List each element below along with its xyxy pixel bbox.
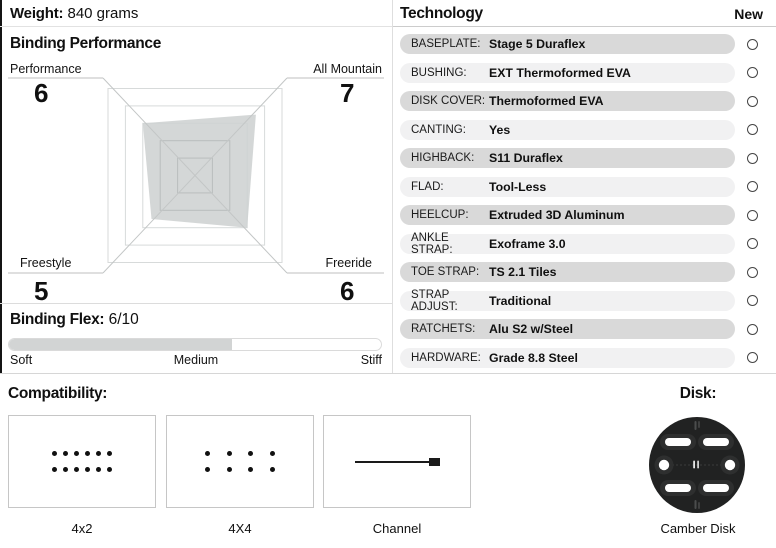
binding-flex-title [10,311,139,329]
technology-panel [393,0,776,373]
tech-spec-pill [400,262,735,282]
axis-value-all-mountain: 7 [340,78,354,108]
section-divider [0,303,392,304]
tech-spec-pill [400,34,735,54]
tech-spec-label: HEELCUP: [411,209,469,221]
bottom-section [0,373,776,548]
compat-label-4x4: 4X4 [228,521,252,536]
tech-spec-value: Thermoformed EVA [489,94,604,108]
insert-hole-dot [270,451,275,456]
insert-hole-dot [107,451,112,456]
channel-line [355,461,429,463]
insert-hole-dot [227,467,232,472]
new-radio[interactable] [747,210,758,221]
insert-hole-dot [63,451,68,456]
insert-hole-dot [63,467,68,472]
insert-hole-dot [227,451,232,456]
insert-hole-dot [205,451,210,456]
insert-hole-dot [85,467,90,472]
insert-hole-dot [205,467,210,472]
disk-label: Camber Disk [660,521,736,536]
flex-progress-track [8,338,382,351]
flex-scale-soft: Soft [10,353,33,367]
tech-spec-pill [400,91,735,111]
insert-hole-dot [52,451,57,456]
axis-value-freestyle: 5 [34,276,48,306]
tech-spec-pill [400,319,735,339]
new-radio[interactable] [747,39,758,50]
channel-nub [429,458,440,466]
tech-row [393,319,776,339]
tech-spec-pill [400,231,735,256]
channel-graphic [355,458,440,466]
insert-hole-dot [52,467,57,472]
technology-title: Technology [400,5,483,22]
compat-pattern-4x2 [8,415,156,508]
new-radio[interactable] [747,324,758,335]
insert-hole-dot [74,467,79,472]
insert-hole-dot [96,467,101,472]
tech-row [393,205,776,225]
tech-spec-value: Exoframe 3.0 [489,236,566,251]
new-radio[interactable] [747,153,758,164]
tech-spec-value: Grade 8.8 Steel [489,350,578,365]
tech-row [393,63,776,83]
new-radio[interactable] [747,238,758,249]
tech-spec-value: Extruded 3D Aluminum [489,208,625,222]
flex-scale-stiff: Stiff [360,353,382,367]
new-radio[interactable] [747,124,758,135]
tech-spec-pill [400,148,735,168]
tech-spec-label: FLAD: [411,180,444,193]
compatibility-title: Compatibility: [8,385,108,402]
tech-spec-value: Yes [489,122,511,137]
tech-row [393,288,776,313]
tech-spec-label: RATCHETS: [411,323,476,335]
tech-row [393,148,776,168]
compat-pattern-channel [323,415,471,508]
insert-hole-pattern [52,451,112,472]
tech-row [393,262,776,282]
tech-spec-pill [400,177,735,197]
new-radio[interactable] [747,67,758,78]
insert-hole-pattern [205,451,275,472]
tech-spec-value: TS 2.1 Tiles [489,265,557,279]
tech-row [393,177,776,197]
compat-label-channel: Channel [372,521,422,536]
new-radio[interactable] [747,181,758,192]
binding-performance-title: Binding Performance [10,35,162,52]
binding-flex-value: 6/10 [108,311,139,328]
tech-spec-pill [400,205,735,225]
tech-spec-label: HARDWARE: [411,351,481,364]
tech-spec-label: BASEPLATE: [411,38,481,50]
insert-hole-dot [248,451,253,456]
new-radio[interactable] [747,96,758,107]
compat-label-4x2: 4x2 [71,521,93,536]
tech-spec-value: Tool-Less [489,179,547,194]
tech-row [393,91,776,111]
tech-spec-value: EXT Thermoformed EVA [489,65,631,80]
tech-row [393,120,776,140]
tech-spec-pill [400,63,735,83]
disk-title: Disk: [679,385,717,402]
insert-hole-dot [248,467,253,472]
new-radio[interactable] [747,267,758,278]
tech-spec-value: S11 Duraflex [489,151,563,165]
tech-spec-label: ANKLE STRAP: [411,231,453,256]
tech-spec-value: Stage 5 Duraflex [489,37,586,51]
insert-hole-dot [107,467,112,472]
tech-spec-label: CANTING: [411,123,466,136]
tech-row [393,348,776,368]
insert-hole-dot [74,451,79,456]
axis-label-freeride: Freeride [325,256,372,270]
technology-header [393,0,776,27]
tech-spec-value: Alu S2 w/Steel [489,322,574,336]
weight-value: 840 grams [67,5,139,22]
insert-hole-dot [270,467,275,472]
binding-flex-label: Binding Flex: [10,311,105,328]
tech-spec-label: BUSHING: [411,66,467,79]
flex-scale-medium: Medium [173,353,219,367]
insert-hole-dot [96,451,101,456]
insert-hole-dot [85,451,90,456]
tech-spec-label: STRAP ADJUST: [411,288,458,313]
axis-label-performance: Performance [10,62,82,76]
axis-label-all-mountain: All Mountain [313,62,382,76]
tech-spec-pill [400,288,735,313]
new-column-header: New [734,6,763,22]
axis-value-freeride: 6 [340,276,354,306]
camber-disk-image [648,416,746,514]
axis-value-performance: 6 [34,78,48,108]
tech-spec-label: TOE STRAP: [411,266,480,278]
tech-spec-label: HIGHBACK: [411,152,475,164]
left-column [0,0,392,373]
tech-spec-value: Traditional [489,293,552,308]
flex-progress-fill [9,339,232,350]
compat-pattern-4x4 [166,415,314,508]
tech-spec-label: DISK COVER: [411,95,486,107]
tech-row [393,231,776,256]
tech-spec-pill [400,348,735,368]
tech-spec-pill [400,120,735,140]
weight-label: Weight: [10,5,64,22]
new-radio[interactable] [747,352,758,363]
new-radio[interactable] [747,295,758,306]
tech-row [393,34,776,54]
axis-label-freestyle: Freestyle [20,256,72,270]
weight-row [0,0,392,27]
technology-rows [393,27,776,376]
